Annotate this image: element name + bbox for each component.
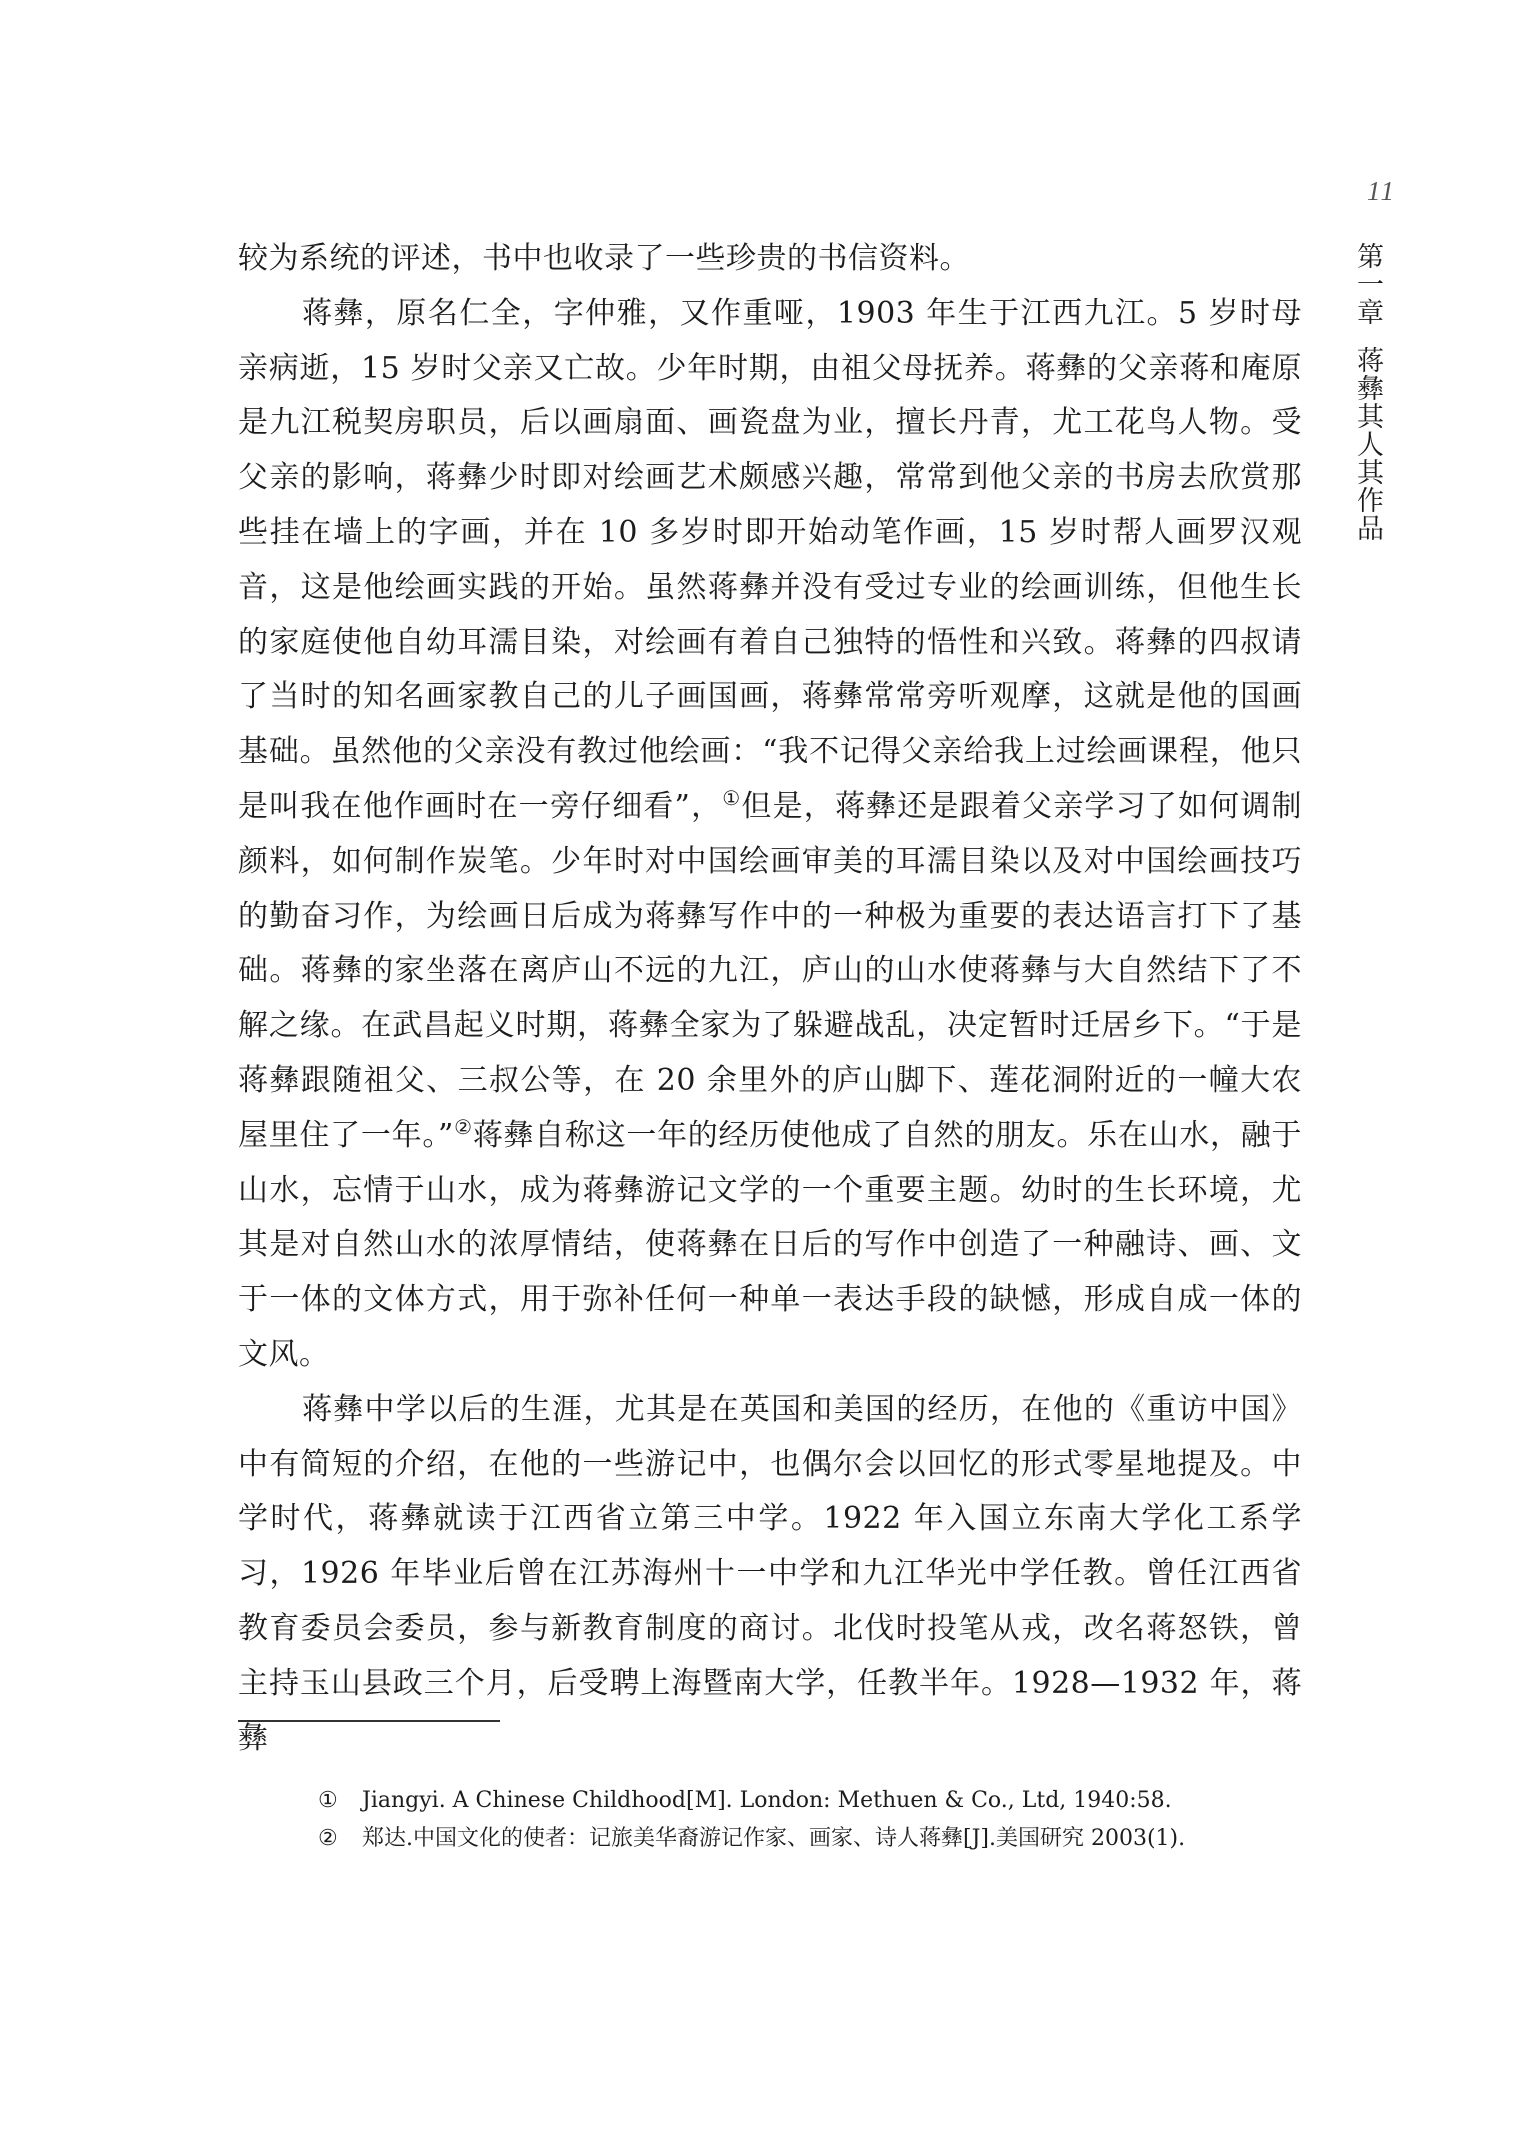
chapter-number: 第一章 [1352, 242, 1383, 326]
chapter-running-header [1349, 242, 1385, 542]
footnote-ref-1[interactable]: ① [722, 785, 742, 810]
footnote-2-text: 郑达.中国文化的使者：记旅美华裔游记作家、画家、诗人蒋彝[J].美国研究 2003(1). [362, 1826, 1186, 1851]
footnote-ref-2[interactable]: ② [453, 1114, 473, 1139]
footnotes [318, 1782, 1298, 1858]
main-text [238, 232, 1302, 1766]
footnote-2-mark: ② [318, 1826, 338, 1851]
paragraph-1: 较为系统的评述，书中也收录了一些珍贵的书信资料。 [238, 241, 970, 276]
footnote-divider [238, 1720, 500, 1722]
paragraph-2-part-a: 蒋彝，原名仁全，字仲雅，又作重哑，1903 年生于江西九江。5 岁时母亲病逝，15 岁时父亲又亡故。少年时期，由祖父母抚养。蒋彝的父亲蒋和庵原是九江税契房职员，后以画扇面、画瓷盘为业，擅长丹青，尤工花鸟人物。受父亲的影响，蒋彝少时即对绘画艺术颇感兴趣，常常到他父亲的书房去欣赏那些挂在墙上的字画，并在 10 多岁时即开始动笔作画，15 岁时帮人画罗汉观音，这是他绘画实践的开始。虽然蒋彝并没有受过专业的绘画训练，但他生长的家庭使他自幼耳濡目染，对绘画有着自己独特的悟性和兴致。蒋彝的四叔请了当时的知名画家教自己的儿子画国画，蒋彝常常旁听观摩，这就是他的国画基础。虽然他的父亲没有教过他绘画：“我不记得父亲给我上过绘画课程，他只是叫我在他作画时在一旁仔细看”， [238, 295, 1302, 824]
paragraph-3: 蒋彝中学以后的生涯，尤其是在英国和美国的经历，在他的《重访中国》中有简短的介绍，在他的一些游记中，也偶尔会以回忆的形式零星地提及。中学时代，蒋彝就读于江西省立第三中学。1922 年入国立东南大学化工系学习，1926 年毕业后曾在江苏海州十一中学和九江华光中学任教。曾任江西省教育委员会委员，参与新教育制度的商讨。北伐时投笔从戎，改名蒋怒铁，曾主持玉山县政三个月，后受聘上海暨南大学，任教半年。1928—1932 年，蒋彝 [238, 1391, 1302, 1756]
footnote-1 [318, 1782, 1298, 1820]
footnote-2 [318, 1820, 1298, 1858]
chapter-title: 蒋彝其人其作品 [1352, 346, 1383, 542]
page-number: 11 [1367, 176, 1396, 206]
paragraph-2-part-c: 蒋彝自称这一年的经历使他成了自然的朋友。乐在山水，融于山水，忘情于山水，成为蒋彝游记文学的一个重要主题。幼时的生长环境，尤其是对自然山水的浓厚情结，使蒋彝在日后的写作中创造了一种融诗、画、文于一体的文体方式，用于弥补任何一种单一表达手段的缺憾，形成自成一体的文风。 [238, 1117, 1302, 1372]
footnote-1-mark: ① [318, 1788, 338, 1813]
footnote-1-text: Jiangyi. A Chinese Childhood[M]. London: Methuen & Co., Ltd, 1940:58. [362, 1788, 1172, 1813]
paragraph-2 [238, 287, 1302, 1383]
paragraph-2-part-b: 但是，蒋彝还是跟着父亲学习了如何调制颜料，如何制作炭笔。少年时对中国绘画审美的耳濡目染以及对中国绘画技巧的勤奋习作，为绘画日后成为蒋彝写作中的一种极为重要的表达语言打下了基础。蒋彝的家坐落在离庐山不远的九江，庐山的山水使蒋彝与大自然结下了不解之缘。在武昌起义时期，蒋彝全家为了躲避战乱，决定暂时迁居乡下。“于是蒋彝跟随祖父、三叔公等，在 20 余里外的庐山脚下、莲花洞附近的一幢大农屋里住了一年。” [238, 788, 1302, 1153]
